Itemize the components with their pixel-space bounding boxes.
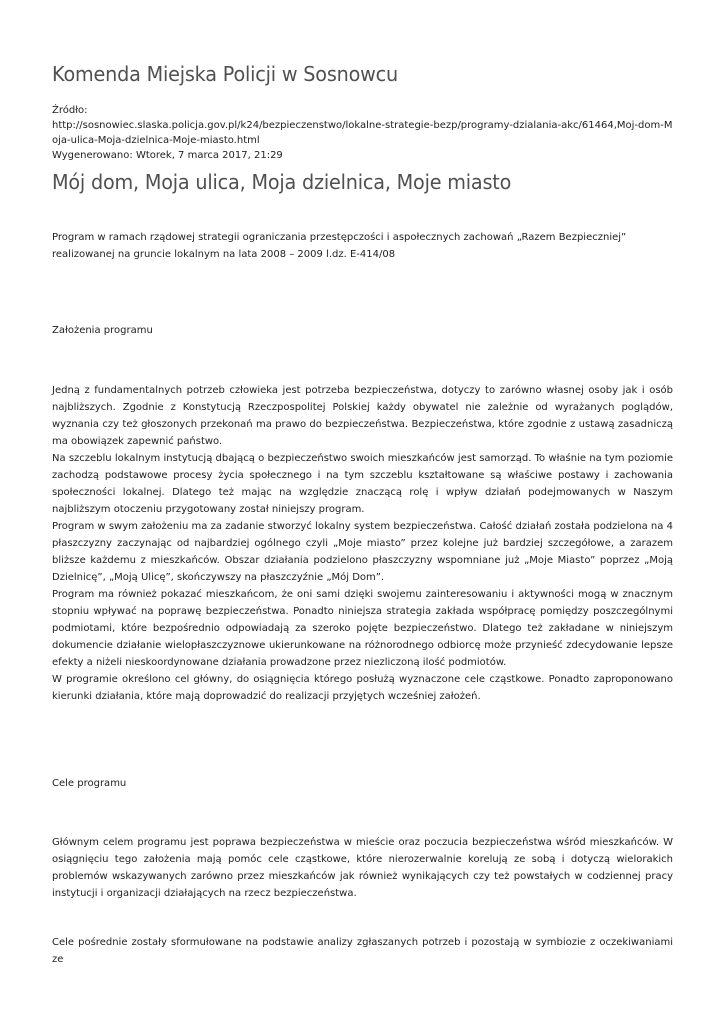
- section-body-zalozenia: [52, 382, 673, 705]
- paragraph: Na szczeblu lokalnym instytucją dbającą o bezpieczeństwo swoich mieszkańców jest samorząd. To właśnie na tym poziomie zachodzą podstawowe procesy życia społecznego i na tym szczeblu kształtowane są właściwe postawy i zachowania społeczności lokalnej. Dlatego też mając na względzie znaczącą rolę i wpływ działań podejmowanych w Naszym najbliższym otoczeniu przygotowany został niniejszy program.: [52, 453, 673, 515]
- section-heading-cele: Cele programu: [52, 778, 127, 789]
- source-meta: [52, 103, 673, 163]
- paragraph: W programie określono cel główny, do osiągnięcia którego posłużą wyznaczone cele cząstkowe. Ponadto zaproponowano kierunki działania, które mają doprowadzić do realizacji przyjętych wcześniej założeń.: [52, 674, 673, 702]
- site-title: Komenda Miejska Policji w Sosnowcu: [52, 62, 399, 86]
- section-heading-zalozenia: Założenia programu: [52, 325, 153, 336]
- section-body-cele: Głównym celem programu jest poprawa bezpieczeństwa w mieście oraz poczucia bezpieczeństwa wśród mieszkańców. W osiągnięciu tego założenia mają pomóc cele cząstkowe, które nierozerwalnie korelują ze sobą i dotyczą wielorakich problemów wskazywanych zarówno przez mieszkańców jak również wynikających czy też powstałych w codziennej pracy instytucji i organizacji działających na rzecz bezpieczeństwa.: [52, 837, 673, 899]
- document-title: Mój dom, Moja ulica, Moja dzielnica, Moje miasto: [52, 170, 512, 194]
- source-label: Źródło:: [52, 105, 88, 116]
- section-body-cele-posrednie: Cele pośrednie zostały sformułowane na podstawie analizy zgłaszanych potrzeb i pozostają w symbiozie z oczekiwaniami ze: [52, 937, 673, 965]
- source-url: http://sosnowiec.slaska.policja.gov.pl/k24/bezpieczenstwo/lokalne-strategie-bezp/programy-dzialania-akc/61464,Moj-dom-Moja-ulica-Moja-dzielnica-Moje-miasto.html: [52, 120, 673, 146]
- generated-date: Wygenerowano: Wtorek, 7 marca 2017, 21:29: [52, 150, 283, 161]
- paragraph: Jedną z fundamentalnych potrzeb człowieka jest potrzeba bezpieczeństwa, dotyczy to zarówno własnej osoby jak i osób najbliższych. Zgodnie z Konstytucją Rzeczpospolitej Polskiej każdy obywatel nie zależnie od wyrażanych poglądów, wyznania czy też głoszonych przekonań ma prawo do bezpieczeństwa. Bezpieczeństwa, które zgodnie z ustawą zasadniczą ma obowiązek zapewnić państwo.: [52, 385, 673, 447]
- paragraph: Program w swym założeniu ma za zadanie stworzyć lokalny system bezpieczeństwa. Całość działań została podzielona na 4 płaszczyzny zaczynając od najbardziej ogólnego czyli „Moje miasto” przez kolejne już bardziej szczegółowe, a zarazem bliższe każdemu z mieszkańców. Obszar działania podzielono płaszczyzny wspomniane już „Moje Miasto” poprzez „Moją Dzielnicę”, „Moją Ulicę”, skończywszy na płaszczyźnie „Mój Dom”.: [52, 521, 673, 583]
- intro-paragraph: Program w ramach rządowej strategii ograniczania przestępczości i aspołecznych zachowań „Razem Bezpieczniej” realizowanej na gruncie lokalnym na lata 2008 – 2009 l.dz. E-414/08: [52, 232, 627, 260]
- paragraph: Program ma również pokazać mieszkańcom, że oni sami dzięki swojemu zainteresowaniu i aktywności mogą w znacznym stopniu wpływać na poprawę bezpieczeństwa. Ponadto niniejsza strategia zakłada współpracę pomiędzy poszczególnymi podmiotami, które bezpośrednio odpowiadają za szeroko pojęte bezpieczeństwo. Dlatego też zakładane w niniejszym dokumencie działanie wielopłaszczyznowe ukierunkowane na różnorodnego odbiorcę może przynieść zdecydowanie lepsze efekty a niżeli nieskoordynowane działania prowadzone przez niezliczoną ilość podmiotów.: [52, 589, 673, 668]
